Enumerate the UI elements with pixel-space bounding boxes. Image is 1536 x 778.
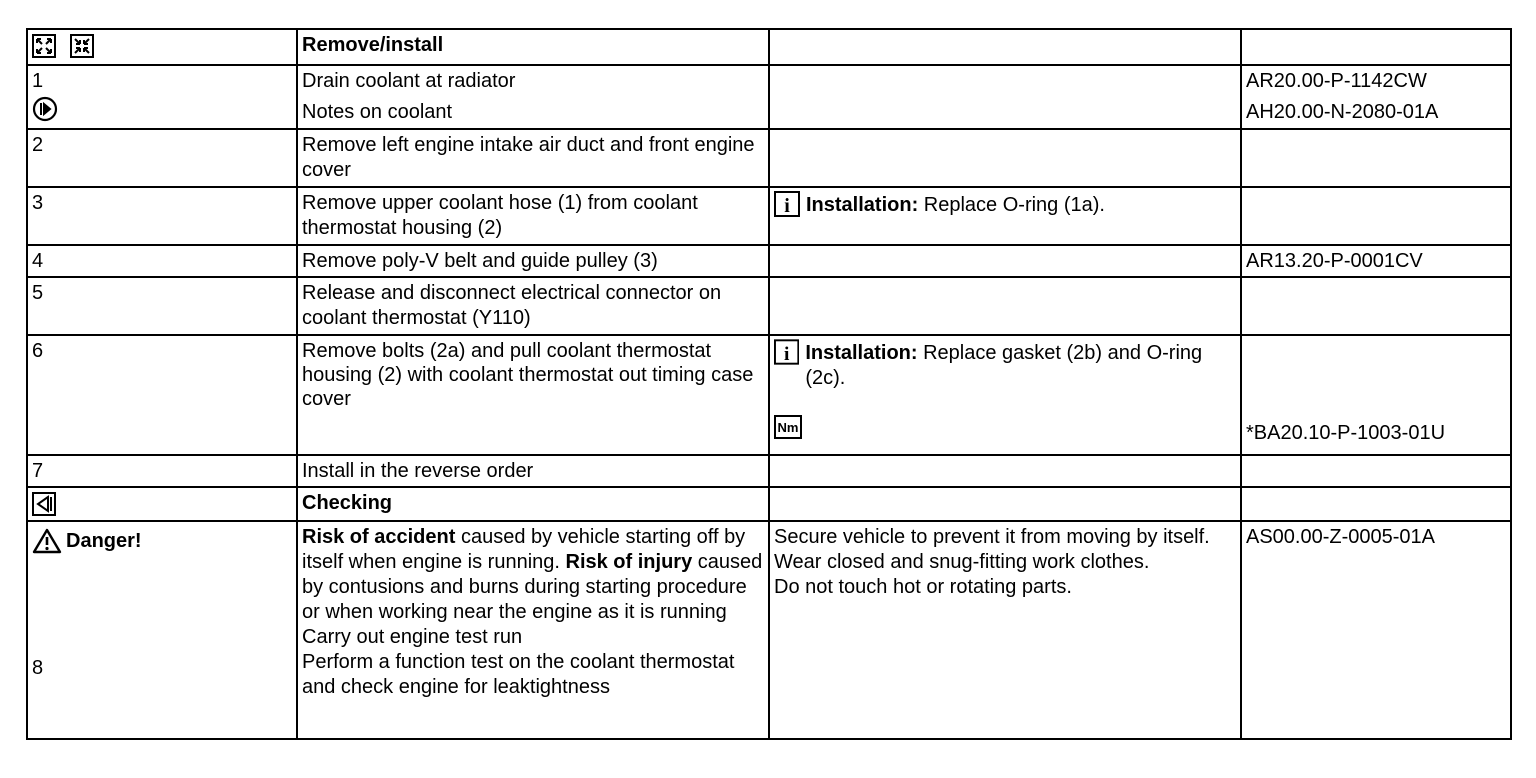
step-text: Remove poly-V belt and guide pulley (3) bbox=[297, 245, 769, 277]
step-text: Perform a function test on the coolant thermostat and check engine for leaktightness bbox=[302, 651, 735, 698]
step-text: Drain coolant at radiator bbox=[302, 70, 516, 92]
warning-triangle-icon bbox=[32, 528, 62, 554]
svg-text:Nm: Nm bbox=[777, 420, 799, 435]
reference-link[interactable]: AR13.20-P-0001CV bbox=[1241, 245, 1511, 277]
empty-cell bbox=[769, 245, 1241, 277]
installation-note-cell bbox=[769, 335, 1241, 455]
step-number: 7 bbox=[27, 455, 297, 487]
reference-cell bbox=[1241, 335, 1511, 455]
info-icon bbox=[774, 191, 800, 217]
risk-accident-label: Risk of accident bbox=[302, 526, 456, 548]
danger-warning bbox=[32, 529, 142, 551]
risk-injury-text: caused by contusions and burns during starting procedure or when working near the engine as it is running bbox=[302, 551, 763, 623]
reference-link[interactable]: AS00.00-Z-0005-01A bbox=[1241, 521, 1511, 739]
remove-icon bbox=[32, 34, 56, 58]
reference-link[interactable]: *BA20.10-P-1003-01U bbox=[1246, 422, 1446, 444]
empty-cell bbox=[1241, 455, 1511, 487]
empty-cell bbox=[1241, 29, 1511, 65]
section-title-remove-install: Remove/install bbox=[297, 29, 769, 65]
step-row-1 bbox=[27, 65, 1511, 129]
reference-link[interactable]: AH20.00-N-2080-01A bbox=[1246, 101, 1439, 123]
risk-injury-label: Risk of injury bbox=[565, 551, 693, 573]
step-text: Remove left engine intake air duct and front engine cover bbox=[297, 129, 769, 187]
empty-cell bbox=[769, 277, 1241, 335]
step-text: Remove upper coolant hose (1) from coolant thermostat housing (2) bbox=[297, 187, 769, 245]
step-text: Carry out engine test run bbox=[302, 626, 523, 648]
info-icon bbox=[774, 339, 799, 365]
installation-label: Installation: bbox=[805, 342, 918, 364]
installation-label: Installation: bbox=[806, 194, 919, 216]
step-number: 3 bbox=[27, 187, 297, 245]
step-row-3 bbox=[27, 187, 1511, 245]
step-row-6 bbox=[27, 335, 1511, 455]
remove-install-icons-cell bbox=[27, 29, 297, 65]
installation-text: Replace gasket (2b) and O-ring (2c). bbox=[805, 342, 1203, 389]
torque-icon[interactable] bbox=[774, 415, 802, 439]
step-number: 5 bbox=[27, 277, 297, 335]
step-row-4 bbox=[27, 245, 1511, 277]
empty-cell bbox=[1241, 129, 1511, 187]
step-text-cell bbox=[297, 65, 769, 129]
notes-icon bbox=[32, 96, 58, 122]
empty-cell bbox=[1241, 487, 1511, 521]
installation-note-cell bbox=[769, 187, 1241, 245]
danger-label: Danger! bbox=[66, 529, 142, 552]
note-text: Notes on coolant bbox=[302, 101, 453, 123]
empty-cell bbox=[769, 487, 1241, 521]
step-text: Release and disconnect electrical connector on coolant thermostat (Y110) bbox=[297, 277, 769, 335]
svg-text:i: i bbox=[784, 195, 790, 217]
safety-measures-cell bbox=[769, 521, 1241, 739]
step-row-7 bbox=[27, 455, 1511, 487]
step-number: 4 bbox=[27, 245, 297, 277]
procedure-table bbox=[26, 28, 1512, 740]
danger-text-cell bbox=[297, 521, 769, 739]
checking-row bbox=[27, 487, 1511, 521]
safety-measure: Secure vehicle to prevent it from moving by itself. bbox=[774, 526, 1210, 548]
danger-cell bbox=[27, 521, 297, 739]
danger-row bbox=[27, 521, 1511, 739]
safety-measure: Do not touch hot or rotating parts. bbox=[774, 576, 1072, 598]
empty-cell bbox=[1241, 277, 1511, 335]
step-row-2 bbox=[27, 129, 1511, 187]
step-text: Remove bolts (2a) and pull coolant thermostat housing (2) with coolant thermostat out timing case cover bbox=[297, 335, 769, 455]
checking-icon bbox=[32, 492, 56, 516]
install-icon bbox=[70, 34, 94, 58]
step-number: 8 bbox=[32, 657, 44, 679]
empty-cell bbox=[769, 129, 1241, 187]
step-number: 6 bbox=[27, 335, 297, 455]
installation-text: Replace O-ring (1a). bbox=[918, 194, 1105, 216]
empty-cell bbox=[769, 65, 1241, 129]
step-text: Install in the reverse order bbox=[297, 455, 769, 487]
step-number: 1 bbox=[32, 70, 44, 92]
header-row bbox=[27, 29, 1511, 65]
checking-icon-cell bbox=[27, 487, 297, 521]
risk-text bbox=[302, 526, 762, 623]
step-number-cell bbox=[27, 65, 297, 129]
empty-cell bbox=[1241, 187, 1511, 245]
safety-measure: Wear closed and snug-fitting work clothes. bbox=[774, 551, 1150, 573]
risk-accident-text: caused by vehicle starting off by itself when engine is running. bbox=[302, 526, 746, 573]
step-number: 2 bbox=[27, 129, 297, 187]
empty-cell bbox=[769, 29, 1241, 65]
empty-cell bbox=[769, 455, 1241, 487]
svg-text:i: i bbox=[783, 343, 790, 365]
step-row-5 bbox=[27, 277, 1511, 335]
reference-cell bbox=[1241, 65, 1511, 129]
reference-link[interactable]: AR20.00-P-1142CW bbox=[1246, 70, 1427, 92]
section-title-checking: Checking bbox=[297, 487, 769, 521]
